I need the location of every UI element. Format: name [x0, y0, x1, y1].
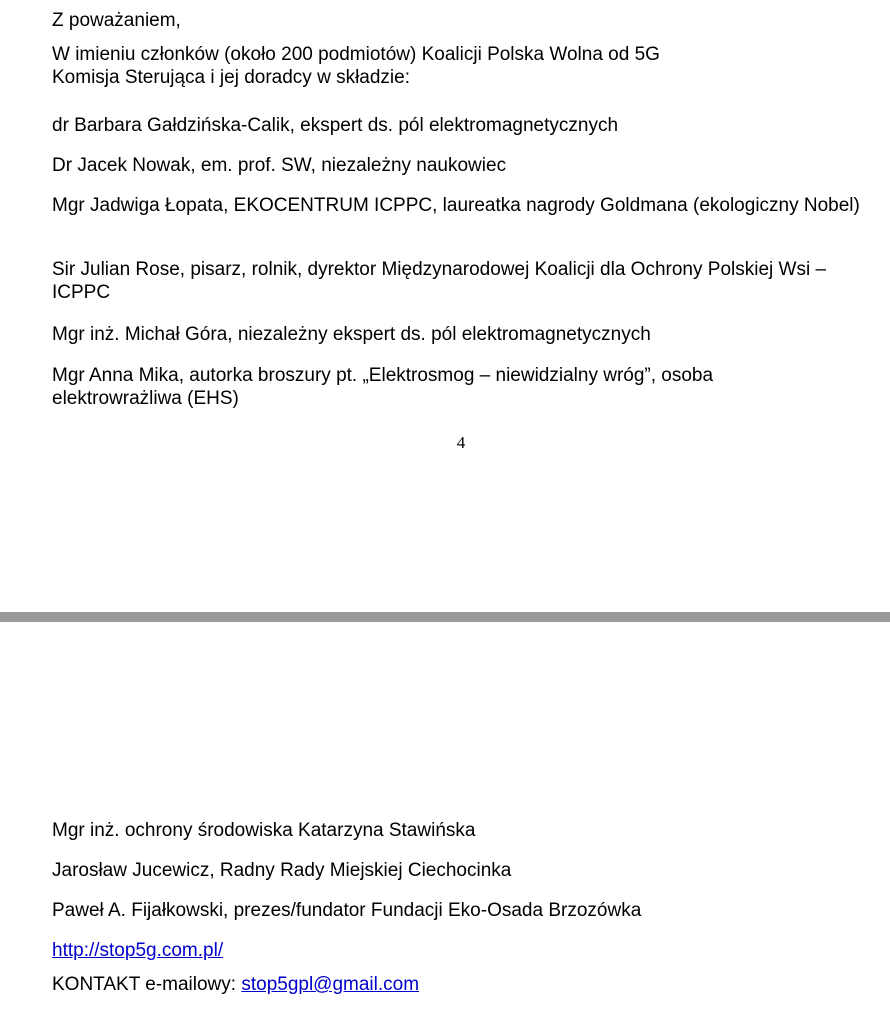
signatory-mika: Mgr Anna Mika, autorka broszury pt. „Elektrosmog – niewidzialny wróg”, osoba elektrowrażliwa (EHS): [52, 365, 714, 409]
website-line: [52, 939, 872, 962]
signatory-stawinska: Mgr inż. ochrony środowiska Katarzyna Stawińska: [52, 820, 476, 841]
intro-line-2: Komisja Sterująca i jej doradcy w składzie:: [52, 67, 410, 88]
intro-line-1: W imieniu członków (około 200 podmiotów) Koalicji Polska Wolna od 5G: [52, 44, 660, 65]
contact-line: [52, 973, 872, 996]
closing-salutation: Z poważaniem,: [52, 10, 181, 31]
contact-email-link[interactable]: stop5gpl@gmail.com: [241, 974, 420, 995]
website-link[interactable]: http://stop5g.com.pl/: [52, 940, 224, 961]
signatory-gora: Mgr inż. Michał Góra, niezależny ekspert ds. pól elektromagnetycznych: [52, 324, 651, 345]
signatory-galdzinska-calik: dr Barbara Gałdzińska-Calik, ekspert ds. pól elektromagnetycznych: [52, 115, 619, 136]
page-number: 4: [456, 433, 466, 452]
document-page-5: [0, 622, 890, 1020]
signatory-jucewicz: Jarosław Jucewicz, Radny Rady Miejskiej Ciechocinka: [52, 860, 512, 881]
signatory-fijalkowski: Paweł A. Fijałkowski, prezes/fundator Fundacji Eko-Osada Brzozówka: [52, 900, 642, 921]
contact-label: KONTAKT e-mailowy:: [52, 974, 242, 995]
signatory-rose: Sir Julian Rose, pisarz, rolnik, dyrektor Międzynarodowej Koalicji dla Ochrony Polskiej Wsi –ICPPC: [52, 259, 827, 303]
signatory-nowak: Dr Jacek Nowak, em. prof. SW, niezależny naukowiec: [52, 155, 507, 176]
signatory-lopata: Mgr Jadwiga Łopata, EKOCENTRUM ICPPC, laureatka nagrody Goldmana (ekologiczny Nobel): [52, 195, 860, 216]
page-break-separator: [0, 612, 890, 622]
